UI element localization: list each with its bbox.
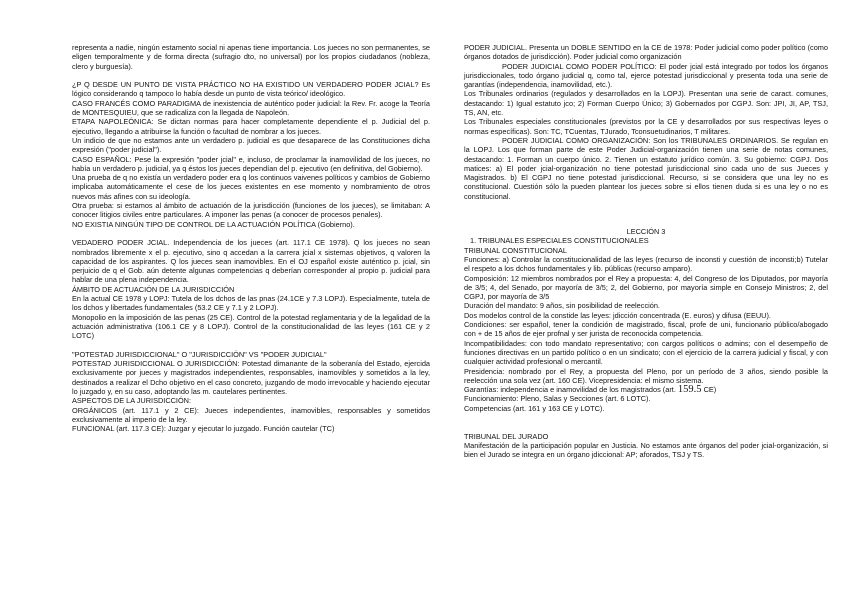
paragraph: PODER JUDICIAL COMO ORGANIZACIÓN: Son los TRIBUNALES ORDINARIOS. Se regulan en la LOPJ. Los que forman parte de este Poder Judicial-organización tienen una serie de notas comunes, destacando: 1. Forman un cuerpo único. 2. Tienen un estatuto jurídico común. 3. Su gobierno: CGPJ. Dos matices: a) El poder jcial-organización no tiene potestad jurisdiccional sino cada uno de sus Jueces y Magistrados. b) El CGPJ no tiene potestad jurisdiccional. Recurso, si se considera que una ley no es constitucional. Cuestión sólo la pueden plantear los jueces sobre si ellos tienen duda si es una ley o no es constitucional. xyxy=(464,135,828,201)
section-heading: TRIBUNAL CONSTITUCIONAL xyxy=(464,245,567,255)
paragraph: FUNCIONAL (art. 117.3 CE): Juzgar y ejecutar lo juzgado. Función cautelar (TC) xyxy=(72,424,335,434)
paragraph: POTESTAD JURISDICCIONAL O JURISDICCIÓN: Potestad dimanante de la soberanía del Estado, ejercida exclusivamente por jueces y magistrados independientes, responsables, inamovibles y sometidos a la ley, destinados a realizar el Dcho objetivo en el caso concreto, juzgando de modo irrevocable y haciendo ejecutar lo juzgado y, en su caso, adoptando las m. cautelares pertinentes. xyxy=(72,359,430,396)
paragraph: Monopolio en la imposición de las penas (25 CE). Control de la potestad reglamentaria y de la legalidad de la actuación administrativa (106.1 CE y 8 LOPJ). Control de la constitucionalidad de las leyes (161 CE y 2 LOTC) xyxy=(72,312,430,341)
paragraph: Una prueba de q no existía un verdadero poder era q los continuos vaivenes políticos y cambios de Gobierno implicaba automáticamente el cese de los jueces existentes en ese momento y nombramiento de otros nuevos más afines con su ideología. xyxy=(72,173,430,201)
paragraph: Presidencia: nombrado por el Rey, a propuesta del Pleno, por un período de 3 años, siendo posible la reelección una sola vez (art. 160 CE). Vicepresidencia: el mismo sistema. xyxy=(464,366,828,385)
paragraph: ETAPA NAPOLEÓNICA: Se dictan normas para hacer completamente dependiente el p. Judicial del p. ejecutivo, llegando a atribuirse la función o facultad de nombrar a los jueces. xyxy=(72,117,430,136)
section-heading: ÁMBITO DE ACTUACIÓN DE LA JURISDICCIÓN xyxy=(72,284,235,294)
paragraph: Competencias (art. 161 y 163 CE y LOTC). xyxy=(464,403,605,413)
paragraph: Incompatibilidades: con todo mandato representativo; con cargos políticos o admins; con el desempeño de funciones directivas en un partido político o en un sindicato; con el ejercicio de la carrera judicial y fiscal, y con cualquier actividad profesional o mercantil. xyxy=(464,338,828,367)
lesson-title: LECCIÓN 3 xyxy=(626,227,666,237)
paragraph: PODER JUDICIAL COMO PODER POLÍTICO: El poder jcial está integrado por todos los órganos jurisdiccionales, todo órgano judicial q, como tal, ejerce potestad jurisdiccional y presenta toda una serie de garantías (independencia, inamovilidad, etc.). xyxy=(464,61,828,90)
paragraph: Los Tribunales ordinarios (regulados y desarrollados en la LOPJ). Presentan una serie de caract. comunes, destacando: 1) Igual estatuto jco; 2) Forman Cuerpo Único; 3) Gobernados por CGPJ. Son: JPI, JI, AP, TSJ, TS, AN, etc. xyxy=(464,89,828,118)
paragraph: CASO FRANCÉS COMO PARADIGMA de inexistencia de auténtico poder judicial: la Rev. Fr. acoge la Teoría de MONTESQUIEU, que se radicaliza con la llegada de Napoleón. xyxy=(72,98,430,118)
paragraph: CASO ESPAÑOL: Pese la expresión "poder jcial" e, incluso, de proclamar la inamovilidad de los jueces, no había un verdadero p. judicial, ya q éstos los jueces dependían del p. ejecutivo (en definitiva, del Gobierno). xyxy=(72,154,430,173)
garantias-end: CE) xyxy=(701,385,717,395)
paragraph: Dos modelos control de la constide las leyes: jdicción concentrada (E. euros) y difusa (EEUU). xyxy=(464,310,771,320)
paragraph: PODER JUDICIAL. Presenta un DOBLE SENTIDO en la CE de 1978: Poder judicial como poder político (como órganos dotados de jurisdicción). Poder judicial como organización xyxy=(464,43,828,62)
paragraph: Duración del mandato: 9 años, sin posibilidad de reelección. xyxy=(464,301,660,311)
garantias-text: Garantías: independencia e inamovilidad de los magistrados (art. xyxy=(464,385,678,395)
paragraph: Funciones: a) Controlar la constitucionalidad de las leyes (recurso de inconsti y cuestión de inconsti;b) Tutelar el respeto a los dchos fundamentales y lib. públicas (recurso amparo). xyxy=(464,254,828,274)
paragraph: Los Tribunales especiales constitucionales (previstos por la CE y desarrollados por sus respectivas leyes o normas específicas). Son: TC, TCuentas, TJurado, Tconsuetudinarios, T militares. xyxy=(464,117,828,136)
article-number: 159.5 xyxy=(677,384,702,396)
section-heading: "POTESTAD JURISDICCIONAL" O "JURISDICCIÓN" VS "PODER JUDICIAL" xyxy=(72,349,327,359)
paragraph: NO EXISTIA NINGÚN TIPO DE CONTROL DE LA ACTUACIÓN POLÍTICA (Gobierno). xyxy=(72,219,355,229)
section-heading: TRIBUNAL DEL JURADO xyxy=(464,431,549,441)
section-title: 1. TRIBUNALES ESPECIALES CONSTITUCIONALES xyxy=(470,236,649,246)
paragraph: Un indicio de que no estamos ante un verdadero p. judicial es que desaparece de las Constituciones dicha expresión ("poder judicial"). xyxy=(72,135,430,155)
paragraph: VEDADERO PODER JCIAL. Independencia de los jueces (art. 117.1 CE 1978). Q los jueces no sean nombrados libremente x el p. ejecutivo, sino q accedan a la carrera jcial x sistemas objetivos, q valoren la capacidad de los aspirantes. Q los jueces sean inamovibles. En el OJ español existe auténtico p. jcial, sin perjuicio de q el Gob. aún detente algunas competencias q deberían corresponder al propio p. judicial para hablar de una plena independencia. xyxy=(72,238,430,285)
section-heading: ASPECTOS DE LA JURISDICCIÓN: xyxy=(72,396,192,406)
paragraph: representa a nadie, ningún estamento social ni apenas tiene importancia. Los jueces no son permanentes, se eligen temporalmente y de forma directa (sufragio dto, no universal) por los propios ciudadanos (nobleza, clero y burguesía). xyxy=(72,43,430,71)
right-column xyxy=(464,43,828,459)
paragraph: ¿P Q DESDE UN PUNTO DE VISTA PRÁCTICO NO HA EXISTIDO UN VERDADERO PODER JCIAL? Es lógico considerando q tampoco lo había desde un punto de vista teórico/ ideológico. xyxy=(72,80,430,99)
paragraph: Funcionamiento: Pleno, Salas y Secciones (art. 6 LOTC). xyxy=(464,394,651,404)
paragraph: Condiciones: ser español, tener la condición de magistrado, fiscal, profe de uni, funcionario público/abogado con + de 15 años de ejer profnal y ser jurista de reconocida competencia. xyxy=(464,320,828,339)
garantias-line xyxy=(464,385,828,394)
paragraph: Composición: 12 miembros nombrados por el Rey a propuesta: 4, del Congreso de los Diputados, por mayoría de 3/5; 4, del Senado, por mayoría de 3/5; 2, del Gobierno, por mayoría simple en Consejo Ministros; 2, del CGPJ, por mayoría de 3/5 xyxy=(464,273,828,302)
paragraph: En la actual CE 1978 y LOPJ: Tutela de los dchos de las pnas (24.1CE y 7.3 LOPJ). Especialmente, tutela de los dchos y libertades fundamentales (53.2 CE y 7.1 y 2 LOPJ). xyxy=(72,294,430,313)
paragraph: Otra prueba: si estamos al ámbito de actuación de la jurisdicción (funciones de los jueces), se limitaban: A conocer litigios civiles entre particulares. A imponer las penas (a conocer de procesos penales). xyxy=(72,201,430,220)
paragraph: ORGÁNICOS (art. 117.1 y 2 CE): Jueces independientes, inamovibles, responsables y sometidos exclusivamente al imperio de la ley. xyxy=(72,405,430,424)
paragraph: Manifestación de la participación popular en Justicia. No estamos ante órganos del poder jcial-organización, si bien el Jurado se integra en un órgano jdiccional: AP; aforados, TSJ y TS. xyxy=(464,440,828,460)
left-column xyxy=(72,43,430,433)
